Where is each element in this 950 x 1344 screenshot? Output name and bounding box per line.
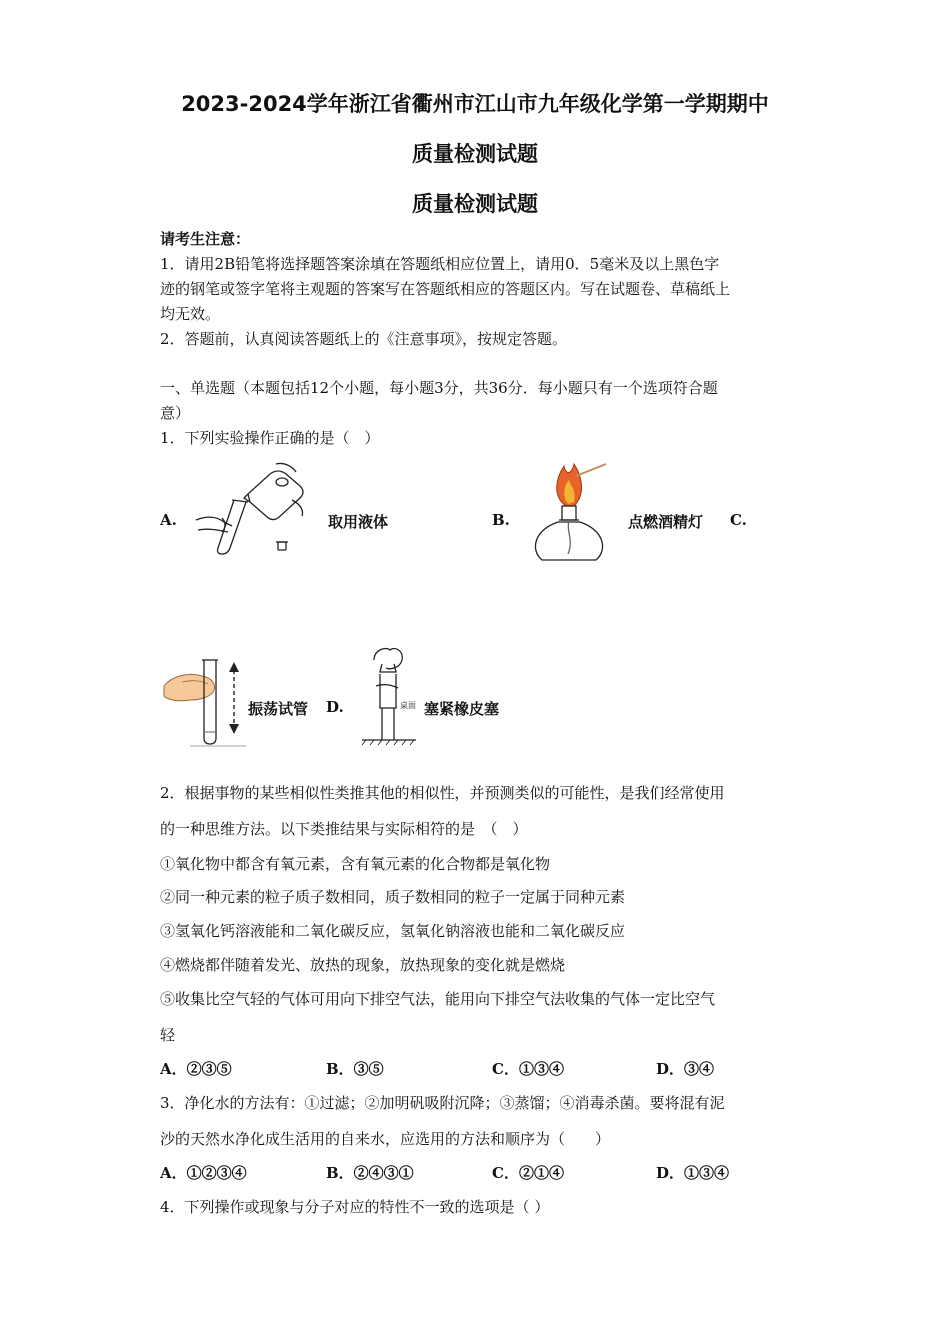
notice-item1-line2: 迹的钢笔或签字笔将主观题的答案写在答题纸相应的答题区内。写在试题卷、草稿纸上 xyxy=(160,280,731,298)
q2-statement-3: ③氢氧化钙溶液能和二氧化碳反应，氢氧化钠溶液也能和二氧化碳反应 xyxy=(160,922,626,940)
q1-option-b-caption: 点燃酒精灯 xyxy=(628,513,704,531)
page-title: 2023-2024学年浙江省衢州市江山市九年级化学第一学期期中 xyxy=(181,92,769,116)
q2-option-c: C．①③④ xyxy=(492,1060,564,1078)
q1-option-c-label: C. xyxy=(730,511,747,529)
shake-test-tube-figure xyxy=(162,656,246,748)
light-alcohol-lamp-figure xyxy=(528,460,610,566)
notice-item1-line1: 1．请用2B铅笔将选择题答案涂填在答题纸相应位置上，请用0．5毫米及以上黑色字 xyxy=(160,255,720,273)
q3-option-b: B．②④③① xyxy=(326,1164,414,1182)
q1-option-c-caption: 振荡试管 xyxy=(248,700,309,718)
q2-statement-2: ②同一种元素的粒子质子数相同，质子数相同的粒子一定属于同种元素 xyxy=(160,888,626,906)
q1-option-a-caption: 取用液体 xyxy=(328,513,389,531)
section1-heading-line2: 意） xyxy=(160,404,191,422)
notice-heading: 请考生注意： xyxy=(160,230,251,248)
q2-option-b: B．③⑤ xyxy=(326,1060,384,1078)
q2-statement-5-line2: 轻 xyxy=(160,1026,176,1044)
q3-stem-line1: 3．净化水的方法有：①过滤；②加明矾吸附沉降；③蒸馏；④消毒杀菌。要将混有泥 xyxy=(160,1094,725,1112)
q2-stem-line2: 的一种思维方法。以下类推结果与实际相符的是 （ ） xyxy=(160,820,528,838)
q2-stem-line1: 2．根据事物的某些相似性类推其他的相似性，并预测类似的可能性，是我们经常使用 xyxy=(160,784,725,802)
q2-statement-5-line1: ⑤收集比空气轻的气体可用向下排空气法，能用向下排空气法收集的气体一定比空气 xyxy=(160,990,716,1008)
insert-stopper-figure xyxy=(360,644,418,746)
q4-stem: 4．下列操作或现象与分子对应的特性不一致的选项是（ ） xyxy=(160,1198,550,1216)
notice-item2: 2．答题前，认真阅读答题纸上的《注意事项》，按规定答题。 xyxy=(160,330,568,348)
q3-option-c: C．②①④ xyxy=(492,1164,564,1182)
page-subtitle-repeat: 质量检测试题 xyxy=(412,192,538,216)
q2-statement-4: ④燃烧都伴随着发光、放热的现象，放热现象的变化就是燃烧 xyxy=(160,956,566,974)
d-figure-table-label: 桌面 xyxy=(400,701,416,710)
q3-option-d: D．①③④ xyxy=(656,1164,730,1182)
section1-heading-line1: 一、单选题（本题包括12个小题，每小题3分，共36分．每小题只有一个选项符合题 xyxy=(160,379,718,397)
q3-option-a: A．①②③④ xyxy=(160,1164,247,1182)
q1-option-b-label: B. xyxy=(492,511,510,529)
q2-option-d: D．③④ xyxy=(656,1060,715,1078)
q3-stem-line2: 沙的天然水净化成生活用的自来水，应选用的方法和顺序为（ ） xyxy=(160,1130,611,1148)
q1-option-d-label: D. xyxy=(326,698,344,716)
page-subtitle: 质量检测试题 xyxy=(412,142,538,166)
q1-option-a-label: A. xyxy=(160,511,177,529)
q2-option-a: A．②③⑤ xyxy=(160,1060,232,1078)
q1-option-d-caption: 塞紧橡皮塞 xyxy=(424,700,500,718)
q1-stem: 1．下列实验操作正确的是（ ） xyxy=(160,429,380,447)
notice-item1-line3: 均无效。 xyxy=(160,305,221,323)
q2-statement-1: ①氧化物中都含有氧元素，含有氧元素的化合物都是氧化物 xyxy=(160,855,551,873)
pour-liquid-figure xyxy=(192,460,312,560)
